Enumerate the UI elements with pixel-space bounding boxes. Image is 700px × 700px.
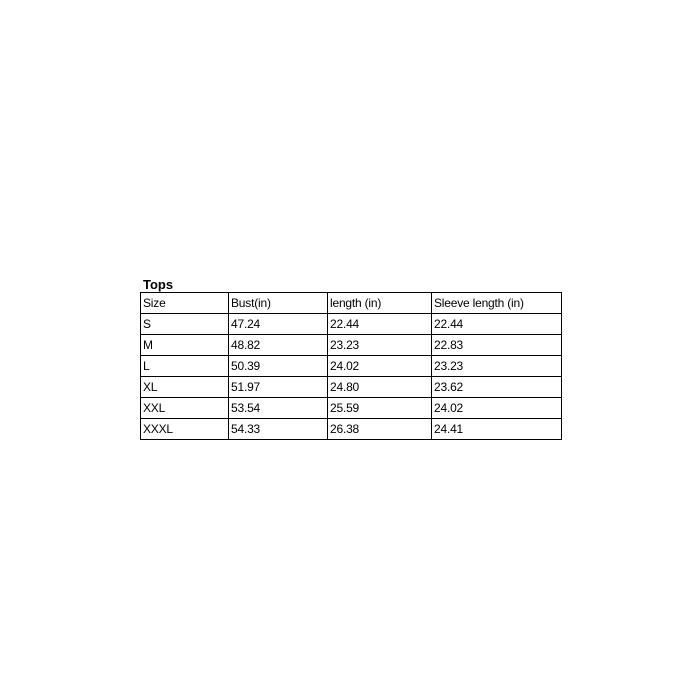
header-row [141, 293, 562, 314]
cell-length: 23.23 [328, 335, 432, 356]
size-chart [140, 277, 562, 440]
cell-sleeve-length: 23.23 [432, 356, 562, 377]
cell-size: XL [141, 377, 229, 398]
header-length: length (in) [328, 293, 432, 314]
table-row [141, 314, 562, 335]
cell-size: S [141, 314, 229, 335]
header-sleeve-length: Sleeve length (in) [432, 293, 562, 314]
table-row [141, 356, 562, 377]
cell-length: 26.38 [328, 419, 432, 440]
table-row [141, 419, 562, 440]
header-size: Size [141, 293, 229, 314]
cell-size: M [141, 335, 229, 356]
cell-length: 25.59 [328, 398, 432, 419]
cell-bust: 54.33 [229, 419, 328, 440]
table-row [141, 335, 562, 356]
cell-sleeve-length: 24.41 [432, 419, 562, 440]
cell-sleeve-length: 23.62 [432, 377, 562, 398]
cell-length: 22.44 [328, 314, 432, 335]
table-row [141, 377, 562, 398]
cell-bust: 47.24 [229, 314, 328, 335]
cell-bust: 50.39 [229, 356, 328, 377]
cell-sleeve-length: 24.02 [432, 398, 562, 419]
cell-bust: 53.54 [229, 398, 328, 419]
header-bust: Bust(in) [229, 293, 328, 314]
table-row [141, 398, 562, 419]
chart-title: Tops [143, 277, 174, 292]
cell-sleeve-length: 22.83 [432, 335, 562, 356]
cell-bust: 51.97 [229, 377, 328, 398]
cell-length: 24.02 [328, 356, 432, 377]
cell-sleeve-length: 22.44 [432, 314, 562, 335]
cell-size: L [141, 356, 229, 377]
size-table [140, 292, 562, 440]
cell-bust: 48.82 [229, 335, 328, 356]
cell-length: 24.80 [328, 377, 432, 398]
cell-size: XXXL [141, 419, 229, 440]
cell-size: XXL [141, 398, 229, 419]
